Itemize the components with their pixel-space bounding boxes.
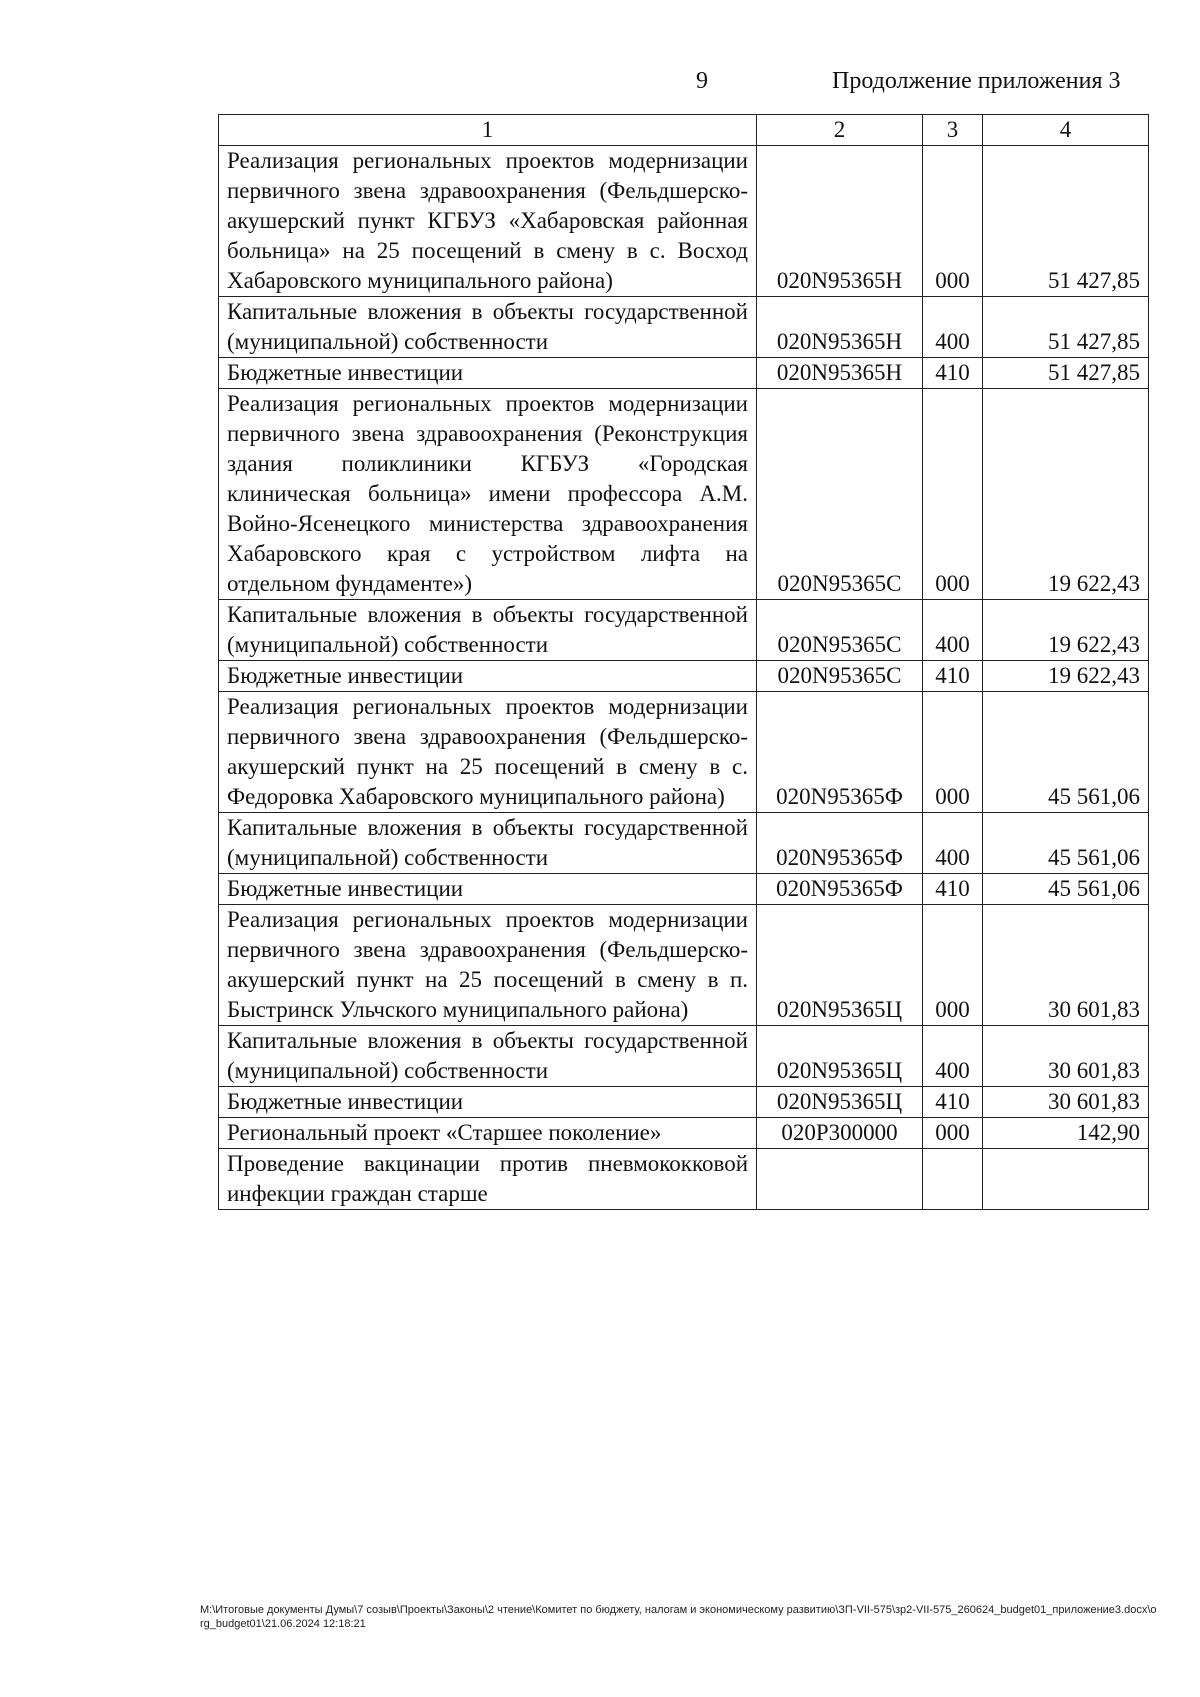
row-code [757,1149,923,1210]
row-code: 020N95365Ц [757,1087,923,1118]
row-amount: 51 427,85 [983,358,1149,389]
row-type: 410 [923,358,983,389]
row-description: Региональный проект «Старшее поколение» [219,1118,757,1149]
row-type: 400 [923,1026,983,1087]
row-description: Реализация региональных проектов модернизации первичного звена здравоохранения (Фельдшерско-акушерский пункт КГБУЗ «Хабаровская районная больница» на 25 посещений в смену в с. Восход Хабаровского муниципального района) [219,146,757,297]
row-type: 000 [923,905,983,1026]
row-type: 400 [923,297,983,358]
table-row [219,1118,1149,1149]
column-header: 2 [757,115,923,146]
table-row [219,1026,1149,1087]
row-description: Реализация региональных проектов модернизации первичного звена здравоохранения (Реконструкция здания поликлиники КГБУЗ «Городская клиническая больница» имени профессора А.М. Войно-Ясенецкого министерства здравоохранения Хабаровского края с устройством лифта на отдельном фундаменте») [219,389,757,600]
table-row [219,905,1149,1026]
row-code: 020N95365С [757,389,923,600]
budget-table [218,114,1149,1210]
row-type: 410 [923,874,983,905]
row-type [923,1149,983,1210]
row-type: 000 [923,389,983,600]
row-type: 410 [923,1087,983,1118]
row-amount: 30 601,83 [983,905,1149,1026]
row-code: 020N95365Ц [757,905,923,1026]
row-amount: 45 561,06 [983,813,1149,874]
table-row [219,1087,1149,1118]
row-code: 020N95365Ф [757,692,923,813]
row-description: Капитальные вложения в объекты государственной (муниципальной) собственности [219,600,757,661]
page-number: 9 [696,68,708,94]
file-path-footer: M:\Итоговые документы Думы\7 созыв\Проекты\Законы\2 чтение\Комитет по бюджету, налогам и экономическому развитию\ЗП-VII-575\зр2-VII-575_260624_budget01_приложение3.docx\org_budget01\21.06.2024 12:18:21 [200,1604,1157,1630]
row-type: 400 [923,813,983,874]
row-amount: 45 561,06 [983,874,1149,905]
column-header: 3 [923,115,983,146]
row-amount: 51 427,85 [983,297,1149,358]
row-type: 400 [923,600,983,661]
row-code: 020N95365Н [757,297,923,358]
row-code: 020N95365С [757,661,923,692]
table-row [219,146,1149,297]
table-row [219,874,1149,905]
row-description: Бюджетные инвестиции [219,358,757,389]
table-row [219,692,1149,813]
row-description: Реализация региональных проектов модернизации первичного звена здравоохранения (Фельдшерско-акушерский пункт на 25 посещений в смену в п. Быстринск Ульчского муниципального района) [219,905,757,1026]
row-code: 020N95365Н [757,358,923,389]
row-description: Капитальные вложения в объекты государственной (муниципальной) собственности [219,813,757,874]
row-code: 020Р300000 [757,1118,923,1149]
row-type: 000 [923,1118,983,1149]
table-row [219,358,1149,389]
row-code: 020N95365С [757,600,923,661]
row-description: Капитальные вложения в объекты государственной (муниципальной) собственности [219,297,757,358]
row-code: 020N95365Н [757,146,923,297]
table-row [219,1149,1149,1210]
row-type: 000 [923,692,983,813]
row-description: Реализация региональных проектов модернизации первичного звена здравоохранения (Фельдшерско-акушерский пункт на 25 посещений в смену в с. Федоровка Хабаровского муниципального района) [219,692,757,813]
table-row [219,389,1149,600]
row-amount: 30 601,83 [983,1026,1149,1087]
table-row [219,813,1149,874]
row-amount: 19 622,43 [983,389,1149,600]
row-amount: 51 427,85 [983,146,1149,297]
row-amount: 45 561,06 [983,692,1149,813]
row-code: 020N95365Ф [757,813,923,874]
row-description: Капитальные вложения в объекты государственной (муниципальной) собственности [219,1026,757,1087]
row-amount: 19 622,43 [983,600,1149,661]
row-amount: 142,90 [983,1118,1149,1149]
row-amount: 19 622,43 [983,661,1149,692]
column-header: 4 [983,115,1149,146]
continuation-label: Продолжение приложения 3 [832,68,1121,94]
row-description: Проведение вакцинации против пневмококковой инфекции граждан старше [219,1149,757,1210]
row-amount [983,1149,1149,1210]
row-amount: 30 601,83 [983,1087,1149,1118]
table-row [219,600,1149,661]
column-header: 1 [219,115,757,146]
row-type: 000 [923,146,983,297]
row-description: Бюджетные инвестиции [219,1087,757,1118]
table-row [219,661,1149,692]
row-description: Бюджетные инвестиции [219,661,757,692]
table-row [219,297,1149,358]
row-code: 020N95365Ф [757,874,923,905]
row-description: Бюджетные инвестиции [219,874,757,905]
row-code: 020N95365Ц [757,1026,923,1087]
table-header-row [219,115,1149,146]
row-type: 410 [923,661,983,692]
